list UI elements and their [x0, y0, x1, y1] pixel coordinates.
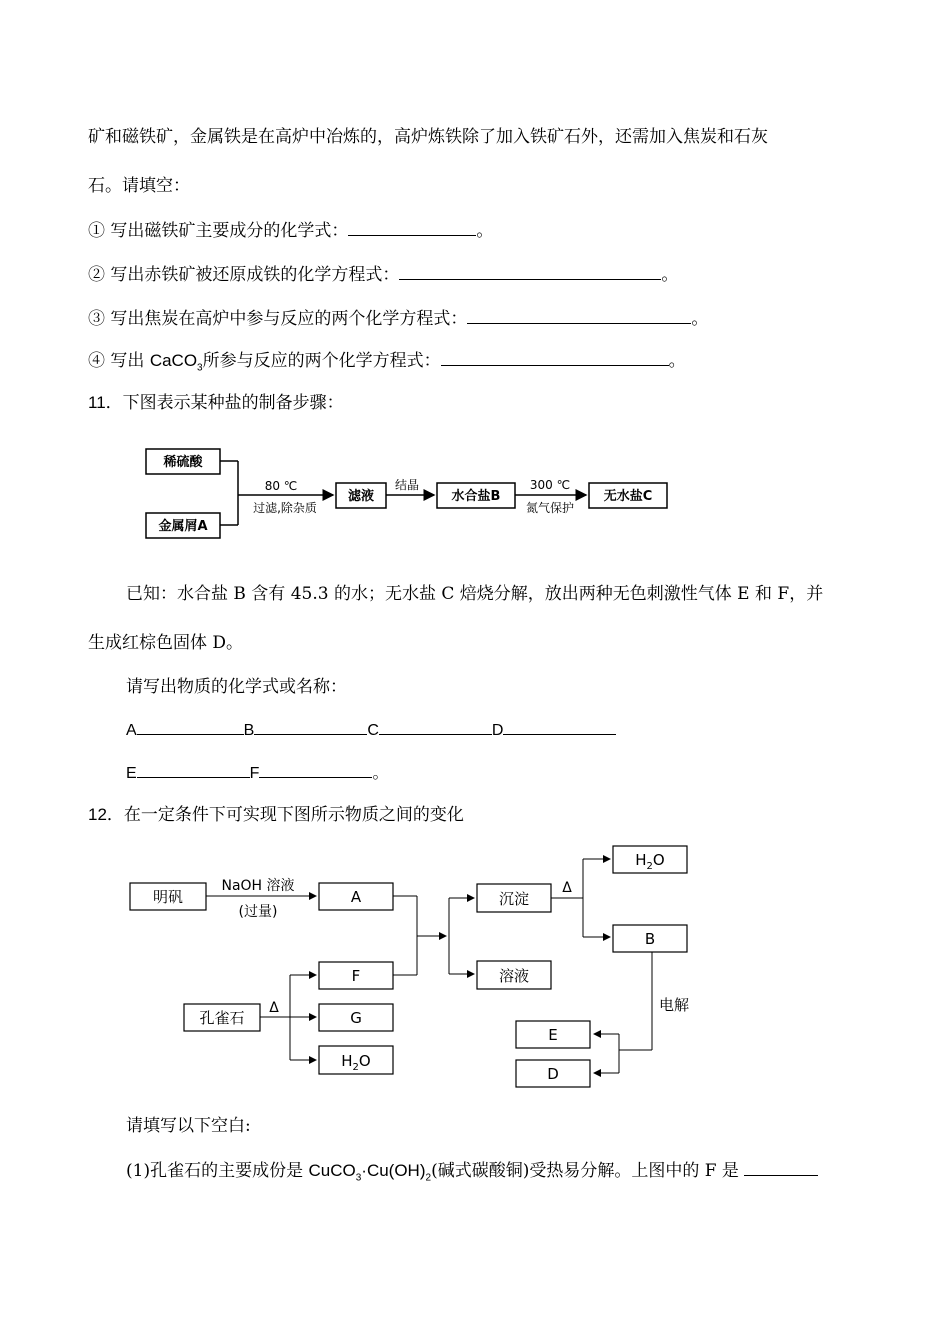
q10-period: 。: [691, 309, 709, 329]
formula-part: H: [341, 1052, 353, 1070]
formula-caco3: [149, 351, 203, 374]
formula-part: CuCO: [308, 1161, 356, 1180]
q11-known-1: 已知：水合盐 B 含有 45.3 的水；无水盐 C 焙烧分解，放出两种无色刺激性气体 E 和 F，并: [126, 584, 824, 604]
q12-part-1-post: (碱式碳酸铜)受热易分解。上图中的 F 是: [431, 1161, 745, 1181]
q10-period: 。: [476, 221, 494, 241]
question-number: 12．: [88, 805, 124, 824]
cond-300c: 300 ℃: [529, 478, 571, 492]
box-alum-label: 明矾: [152, 888, 184, 906]
q10-item-2: [88, 261, 678, 287]
answer-blank-b[interactable]: [254, 718, 367, 735]
answer-blank-e[interactable]: [137, 761, 250, 778]
answer-blank-f-identity[interactable]: [744, 1157, 818, 1176]
cond-crystallize: 结晶: [394, 478, 420, 492]
formula-basic-copper-carbonate: [308, 1161, 432, 1184]
answer-blank-d[interactable]: [503, 718, 616, 735]
formula-part: ·Cu(OH): [361, 1161, 426, 1180]
q10-item-4-pre: ④ 写出: [88, 351, 150, 371]
q12-part-1: [126, 1157, 818, 1190]
q10-item-3-text: ③ 写出焦炭在高炉中参与反应的两个化学方程式：: [88, 309, 468, 329]
question-number: 11．: [88, 393, 123, 412]
q11-answers-row-2: [126, 761, 388, 786]
q12-flow-diagram: [126, 840, 706, 1100]
q10-item-3: [88, 305, 708, 331]
q10-period: 。: [668, 351, 686, 371]
formula-subscript: 2: [646, 861, 653, 872]
box-e-label: E: [548, 1026, 558, 1044]
box-a-label: A: [350, 888, 362, 906]
box-filtrate-label: 滤液: [347, 489, 375, 504]
question-title: 在一定条件下可实现下图所示物质之间的变化: [123, 805, 464, 825]
answer-blank[interactable]: [441, 347, 669, 366]
intro-line-2: 石。请填空：: [88, 176, 190, 196]
q12-heading: [88, 803, 464, 827]
answer-label-a: A: [126, 722, 137, 739]
box-hydrate-label: 水合盐B: [451, 489, 501, 504]
cond-nitrogen: 氮气保护: [525, 501, 575, 515]
q11-heading: [88, 391, 344, 415]
answer-label-b: B: [243, 722, 255, 739]
q12-part-1-pre: (1)孔雀石的主要成份是: [126, 1161, 309, 1181]
question-title: 下图表示某种盐的制备步骤：: [122, 393, 344, 413]
q11-answers-row-1: [126, 718, 616, 743]
box-f-label: F: [351, 967, 361, 985]
answer-blank[interactable]: [399, 261, 661, 280]
answer-label-c: C: [367, 722, 379, 739]
q11-period: 。: [372, 765, 389, 782]
formula-part: H: [635, 851, 647, 869]
cond-electrolysis: 电解: [658, 996, 690, 1014]
cond-filter: 过滤,除杂质: [253, 501, 317, 515]
q11-known-2: 生成红棕色固体 D。: [88, 633, 244, 653]
q10-period: 。: [661, 265, 679, 285]
q10-item-1-text: ① 写出磁铁矿主要成分的化学式：: [88, 221, 349, 241]
box-acid-label: 稀硫酸: [163, 455, 203, 470]
formula-part: CaCO: [149, 351, 198, 370]
q10-item-4: [88, 347, 686, 380]
q12-prompt: 请填写以下空白:: [126, 1116, 251, 1136]
box-anhydrous-label: 无水盐C: [603, 489, 653, 504]
delta-1: Δ: [562, 880, 572, 896]
q11-flow-diagram: [128, 432, 688, 552]
answer-blank[interactable]: [348, 217, 476, 236]
q10-item-2-text: ② 写出赤铁矿被还原成铁的化学方程式：: [88, 265, 400, 285]
q10-item-4-text: 所参与反应的两个化学方程式：: [202, 351, 441, 371]
answer-blank-c[interactable]: [379, 718, 492, 735]
box-malachite-label: 孔雀石: [199, 1009, 245, 1027]
cond-naoh: NaOH 溶液: [221, 878, 295, 894]
answer-blank-a[interactable]: [137, 718, 244, 735]
box-metal-label: 金属屑A: [158, 519, 208, 534]
formula-part: O: [358, 1052, 371, 1070]
q11-prompt: 请写出物质的化学式或名称：: [126, 677, 347, 697]
box-b-label: B: [644, 930, 656, 948]
delta-2: Δ: [269, 1000, 279, 1016]
answer-label-e: E: [126, 765, 137, 782]
formula-subscript: 2: [425, 1172, 432, 1184]
intro-line-1: 矿和磁铁矿，金属铁是在高炉中冶炼的，高炉炼铁除了加入铁矿石外，还需加入焦炭和石灰: [88, 127, 768, 147]
q10-item-1: [88, 217, 493, 243]
formula-subscript: 3: [355, 1172, 362, 1184]
box-d-label: D: [547, 1065, 559, 1083]
cond-excess: (过量): [238, 904, 278, 920]
answer-blank[interactable]: [467, 305, 691, 324]
box-g-label: G: [350, 1009, 362, 1027]
formula-subscript: 3: [197, 362, 203, 374]
box-precipitate-label: 沉淀: [498, 890, 530, 908]
answer-label-f: F: [249, 765, 260, 782]
answer-label-d: D: [491, 722, 504, 739]
cond-80c: 80 ℃: [264, 479, 298, 493]
answer-blank-f[interactable]: [259, 761, 372, 778]
formula-part: O: [652, 851, 665, 869]
box-solution-label: 溶液: [498, 967, 530, 985]
formula-subscript: 2: [352, 1062, 359, 1073]
